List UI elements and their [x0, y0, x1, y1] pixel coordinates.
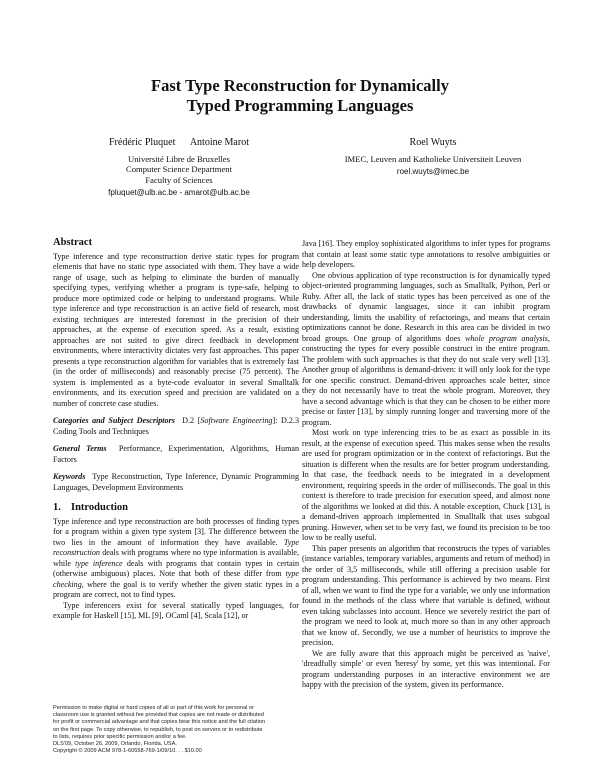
author-email-right: roel.wuyts@imec.be [396, 167, 470, 177]
copyright-notice [53, 705, 299, 755]
introduction-paragraph-1: Type inference and type reconstruction are both processes of finding types for a program within a given type system [3]. The difference between the two lies in the amount of information they have available. Type reconstruction deals with programs where no type information is available, while type inference deals with programs that contain types in certain (otherwise ambiguous) places. Note that both of these differ from type checking, where the goal is to verify whether the given static types in a program are correct, not to find types. [53, 516, 299, 599]
paper-title-line1: Fast Type Reconstruction for Dynamically [151, 76, 449, 95]
keywords-text: Type Reconstruction, Type Inference, Dynamic Programming Languages, Development Environments [53, 472, 299, 492]
introduction-title: Introduction [71, 502, 128, 513]
copyright-line: Copyright © 2009 ACM 978-1-60558-769-1/09/10. . . $10.00 [53, 748, 202, 755]
categories-italic: Software Engineering [200, 416, 273, 425]
author-email-left: fpluquet@ulb.ac.be - amarot@ulb.ac.be [108, 188, 250, 198]
affiliation-imec: IMEC, Leuven and Katholieke Universiteit Leuven [344, 153, 522, 164]
categories-pre: D.2 [ [182, 416, 201, 425]
general-terms-text: Performance, Experimentation, Algorithms, Human Factors [53, 444, 300, 464]
copyright-line: Permission to make digital or hard copies of all or part of this work for personal or [53, 705, 254, 711]
right-column [302, 239, 550, 691]
paper-title [60, 76, 540, 116]
author-names-left: Frédéric Pluquet Antoine Marot [109, 137, 249, 148]
paper-title-line2: Typed Programming Languages [186, 96, 414, 115]
copyright-line: on the first page. To copy otherwise, to republish, to post on servers or to redistribute [53, 726, 263, 733]
author-names-right: Roel Wuyts [409, 137, 457, 148]
copyright-line: to lists, requires prior specific permission and/or a fee. [53, 733, 187, 740]
categories-post: ]: D.2.3 Coding Tools and Techniques [53, 416, 300, 436]
general-terms-label: General Terms [53, 444, 107, 453]
affiliation-department: Computer Science Department [126, 164, 232, 175]
general-terms [53, 444, 299, 465]
author-block-left [84, 138, 274, 199]
introduction-heading [53, 503, 299, 514]
right-paragraph-2: Most work on type inferencing tries to be as exact as possible in its result, at the expense of execution speed. This makes sense when the results are used for program optimization or in the context of refactorings. But the situation is different when the results are for better program understanding. In that case, the feedback needs to be integrated in a development environment, requiring speeds in the order of milliseconds. The goal in this context is therefore to trade precision for execution speed, and almost none of the algorithms we looked at did this. A notable exception, Chuck [13], is a demand-driven approach implemented in Smalltalk that uses subgoal pruning. However, when set to be very fast, we found its precision to be too low to be really useful. [302, 428, 550, 542]
right-paragraph-0: Java [16]. They employ sophisticated algorithms to infer types for programs that contain at least some static type annotations to resolve ambiguities or help developers. [302, 239, 550, 269]
categories-descriptors [53, 416, 299, 437]
right-paragraph-3: This paper presents an algorithm that reconstructs the types of variables (instance variables, temporary variables, arguments and return of method) in the order of 3,5 milliseconds, while still offering a precision usable for program understanding. This performance is achieved by two means. First of all, when we want to find the type for a variable, we only use information found in the methods of the class where that variable is defined, without even taking subclasses into account. Hence we severely restrict the part of the program we need to look at, much more so than in any other approach that we know of. Secondly, we use a number of heuristics to improve the precision. [302, 543, 550, 647]
affiliation-university: Université Libre de Bruxelles [128, 153, 230, 164]
copyright-line: classroom use is granted without fee provided that copies are not made or distributed [53, 712, 264, 719]
right-paragraph-4: We are fully aware that this approach might be perceived as 'naive', 'dreadfully simple' or even 'heresy' by some, yet this was intentional. For program understanding purposes in an interactive environment we are happy with the precision of the system, given its performance. [302, 648, 550, 689]
keywords-label: Keywords [53, 472, 86, 481]
affiliation-faculty: Faculty of Sciences [145, 174, 213, 185]
copyright-line: for profit or commercial advantage and that copies bear this notice and the full citation [53, 719, 266, 726]
copyright-line: DLS'09, October 26, 2009, Orlando, Florida, USA. [53, 741, 177, 748]
introduction-paragraph-2: Type inferencers exist for several statically typed languages, for example for Haskell [15], ML [9], OCaml [4], Scala [12], or [53, 600, 299, 620]
right-paragraph-1: One obvious application of type reconstruction is for dynamically typed object-oriented programming languages, such as Smalltalk, Python, Perl or Ruby. After all, the lack of static types has been perceived as one of the drawbacks of dynamic languages, since it can inhibit program understanding, limits the usability of refactorings, and means that certain optimizations cannot be done. Research in this area can be divided in two broad groups. One group of algorithms does whole program analysis, constructing the types for every possible construct in the entire program. The problem with such approaches is that they do not scale very well [13]. Another group of algorithms is demand-driven: it will only look for the type for one specific construct. Demand-driven approaches scale better, since they do not necessarily have to treat the whole program. Moreover, they have a second advantage which is that they can be chosen to be either more precise or faster [13], by simply running longer and traversing more of the program. [302, 270, 550, 427]
categories-label: Categories and Subject Descriptors [53, 416, 175, 425]
abstract-body: Type inference and type reconstruction derive static types for program elements that have no static type associated with them. They have a wide range of usage, such as helping to eliminate the burden of manually specifying types, verifying whether a program is type-safe, helping to produce more optimized code or helping to understand programs. While type inference and type reconstruction is an active field of research, most existing techniques are interested foremost in the precision of their approaches, at the expense of execution speed. As a result, existing approaches are not suited to give direct feedback in development environments, where interactivity dictates very fast approaches. This paper presents a type reconstruction algorithm for variables that is extremely fast (in the order of milliseconds) and reasonably precise (75 percent). The system is implemented as a byte-code evaluator in several Smalltalk environments, and its execution speed and precision are validated on a number of concrete case studies. [53, 251, 299, 408]
left-column [53, 238, 299, 622]
author-block-right [318, 138, 548, 178]
keywords [53, 472, 299, 493]
introduction-number: 1. [53, 502, 61, 513]
abstract-heading: Abstract [53, 237, 93, 248]
